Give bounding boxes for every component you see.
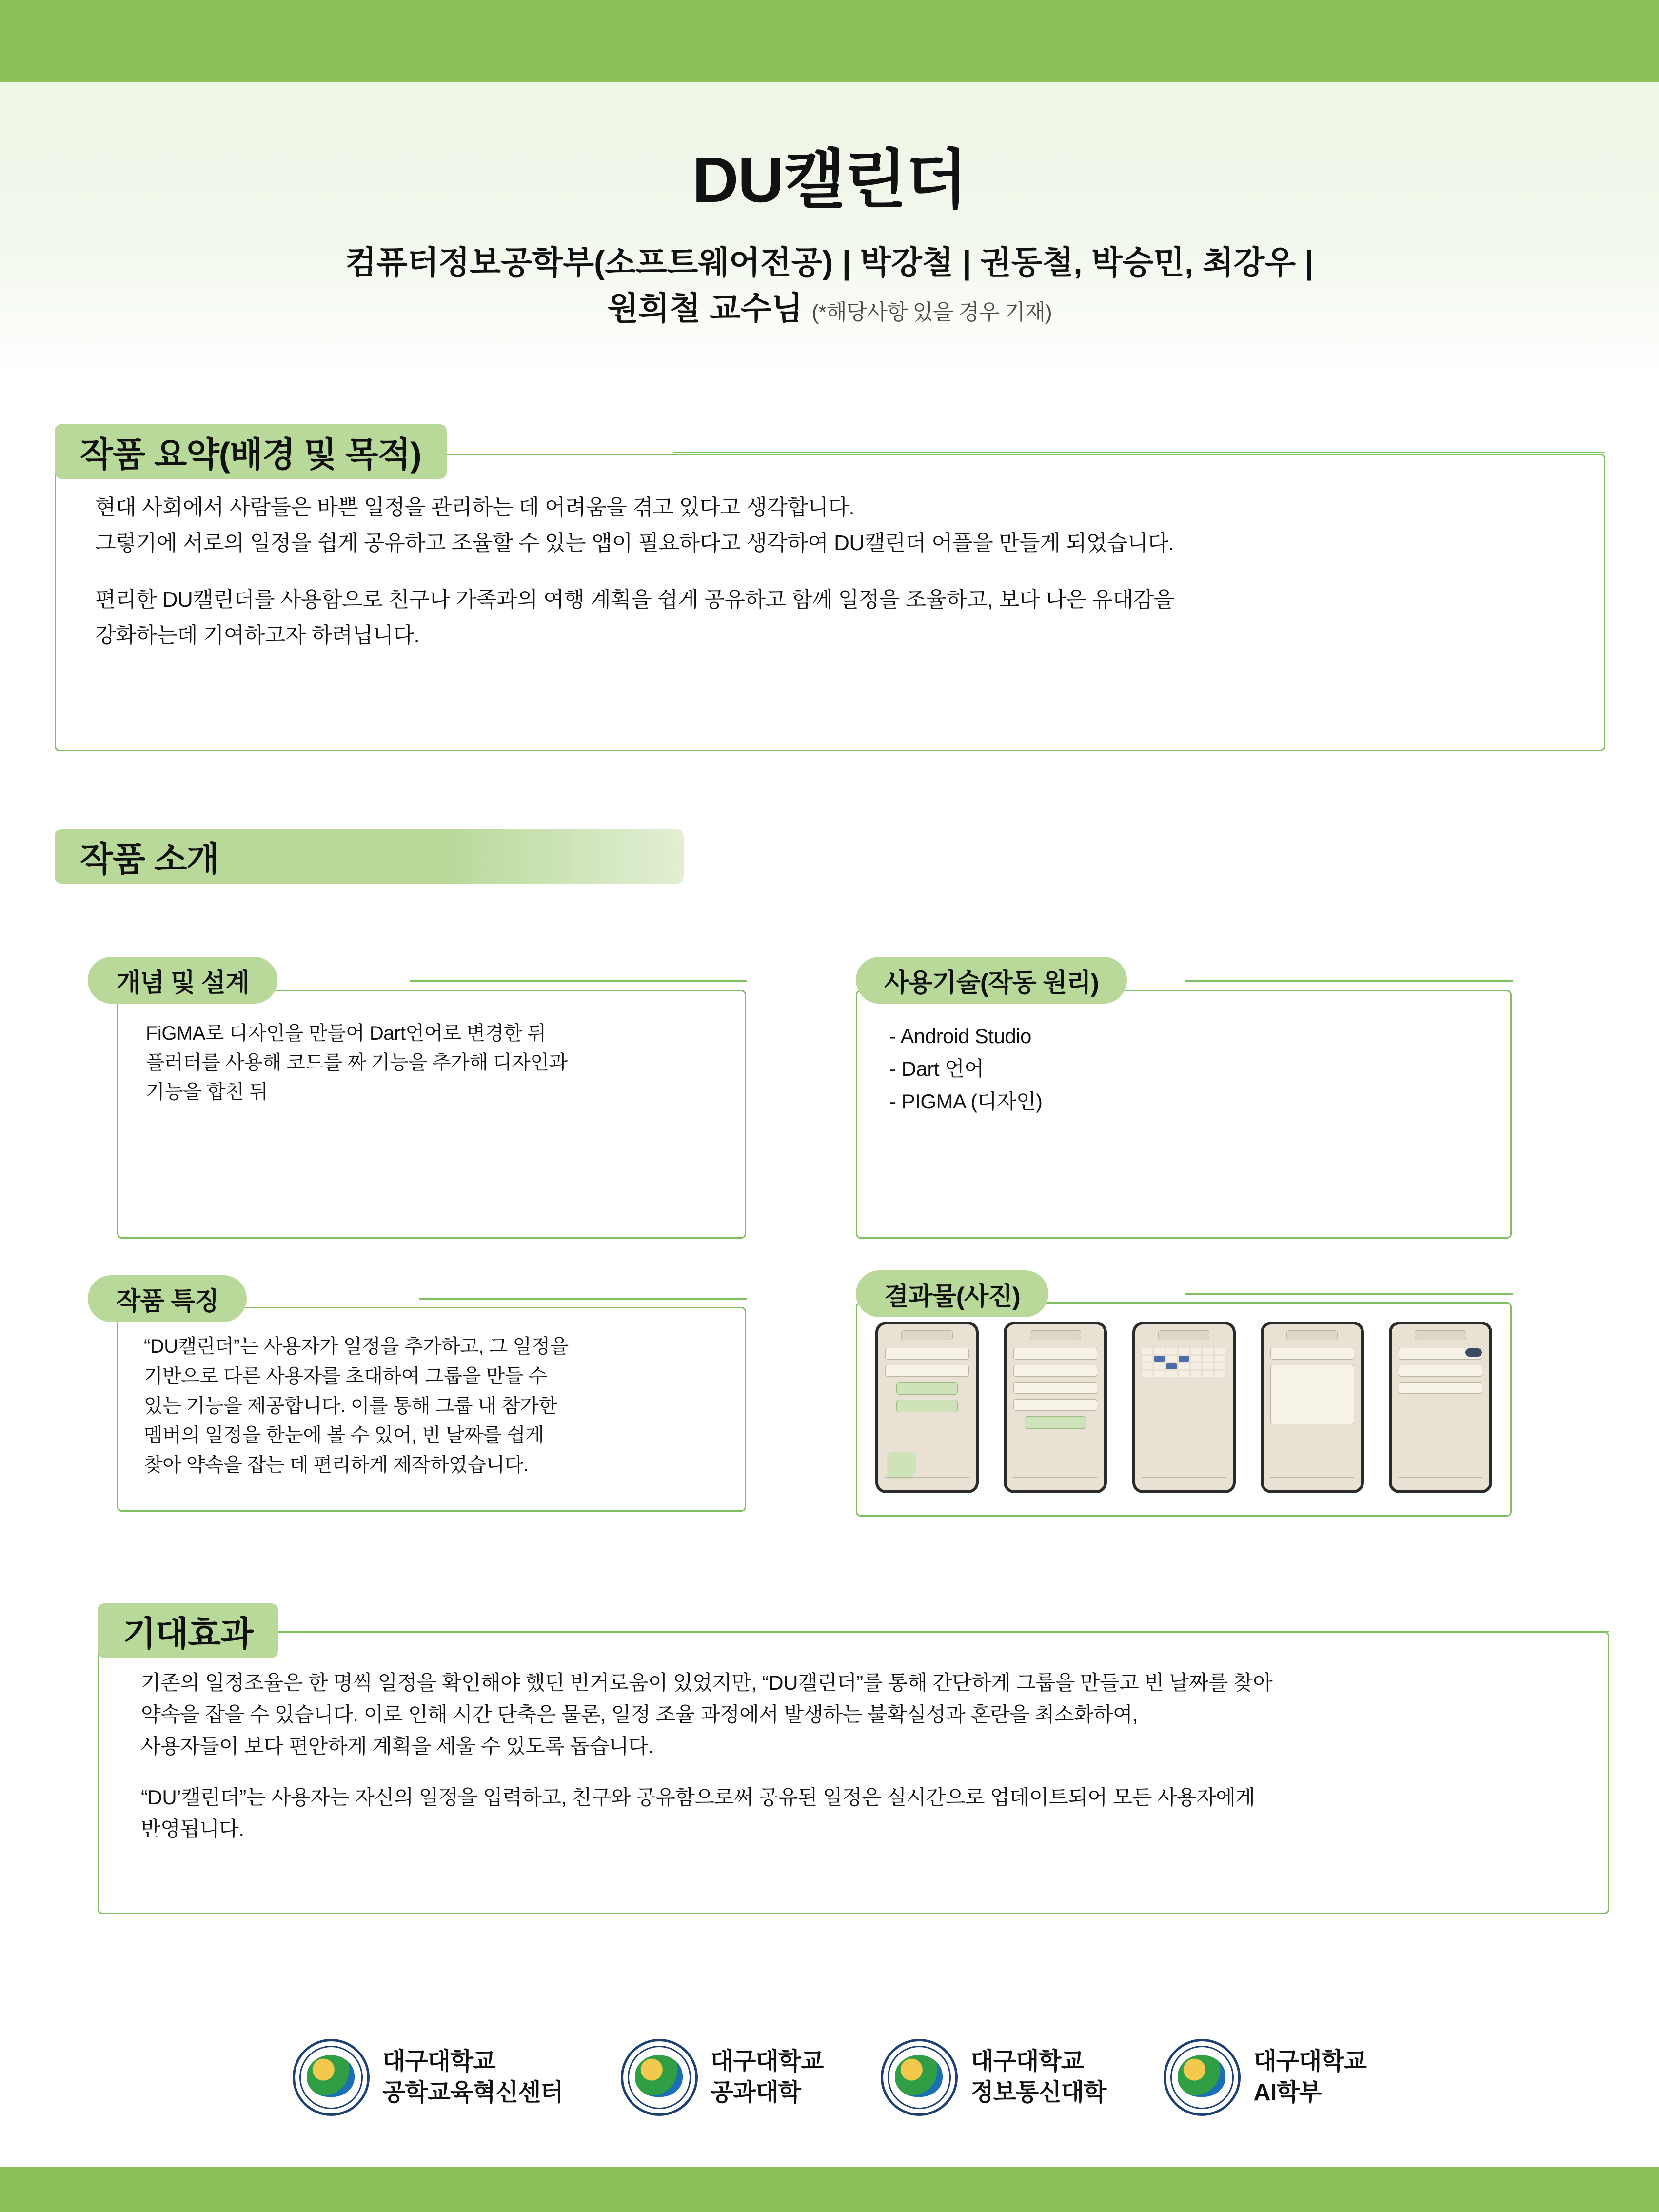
bottom-accent-bar [0,2167,1659,2212]
connector-concept [410,980,747,982]
section-label-effect-text: 기대효과 [123,1614,253,1653]
section-label-summary [55,424,447,479]
section-label-result-text: 결과물(사진) [884,1282,1020,1311]
concept-box [117,990,746,1239]
effect-p1-line-3: 사용자들이 보다 편안하게 계획을 세울 수 있도록 돕습니다. [141,1735,654,1758]
mascot-illustration-icon [887,1452,916,1479]
logo-4-line1: 대구대학교 [1253,2048,1367,2075]
concept-line-3: 기능을 합친 뒤 [146,1081,268,1103]
section-label-effect [98,1603,278,1658]
poster-header [0,82,1659,375]
daegu-university-emblem-icon [293,2039,370,2116]
effect-box [98,1631,1609,1914]
concept-line-2: 플러터를 사용해 코드를 짜 기능을 추가해 디자인과 [146,1052,568,1073]
logo-text-3 [970,2046,1106,2108]
section-label-feature [88,1275,247,1322]
logo-4-line2: AI학부 [1253,2079,1322,2106]
section-label-tech [856,957,1127,1004]
effect-p2-line-1: “DU’캘린더”는 사용자는 자신의 일정을 입력하고, 친구와 공유함으로써 공유된 일정은 실시간으로 업데이트되어 모든 사용자에게 [141,1786,1255,1809]
logo-1-line2: 공학교육혁신센터 [382,2079,563,2106]
phone-mockup-signup [1004,1322,1107,1493]
feature-line-4: 멤버의 일정을 한눈에 볼 수 있어, 빈 날짜를 쉽게 [144,1424,544,1446]
logo-text-1 [382,2046,563,2108]
logo-2-line1: 대구대학교 [710,2048,824,2075]
app-screenshot-gallery [875,1322,1492,1500]
summary-line-1: 현대 사회에서 사람들은 바쁜 일정을 관리하는 데 어려움을 겪고 있다고 생각합니다. [95,495,855,519]
logo-2-line2: 공과대학 [710,2079,801,2106]
summary-line-2: 그렇기에 서로의 일정을 쉽게 공유하고 조율할 수 있는 앱이 필요하다고 생각하여 DU캘린더 어플을 만들게 되었습니다. [95,531,1174,555]
logo-item-3 [881,2039,1106,2116]
section-label-concept-text: 개념 및 설계 [116,968,250,997]
logo-item-2 [621,2039,824,2116]
tech-box [856,990,1512,1239]
logo-item-4 [1164,2039,1366,2116]
feature-line-1: “DU캘린더”는 사용자가 일정을 추가하고, 그 일정을 [144,1336,569,1357]
feature-box [117,1307,746,1512]
summary-line-4: 강화하는데 기여하고자 하려닙니다. [95,623,420,647]
logo-text-4 [1253,2046,1366,2108]
summary-line-3: 편리한 DU캘린더를 사용함으로 친구나 가족과의 여행 계획을 쉽게 공유하고 함께 일정을 조율하고, 보다 나은 유대감을 [95,588,1174,612]
feature-line-3: 있는 기능을 제공합니다. 이를 통해 그룹 내 참가한 [144,1395,557,1417]
effect-text [99,1633,1608,1845]
section-label-intro [55,829,244,884]
phone-mockup-calendar [1132,1322,1236,1493]
footer-logos [0,2014,1659,2141]
effect-p2-line-2: 반영됩니다. [141,1817,244,1841]
section-label-result [856,1270,1048,1317]
section-label-feature-text: 작품 특징 [116,1287,219,1316]
connector-result [1185,1293,1513,1295]
section-label-tech-text: 사용기술(작동 원리) [884,968,1099,997]
connector-feature [419,1298,747,1300]
effect-p1-line-1: 기존의 일정조율은 한 명씩 일정을 확인해야 했던 번거로움이 있었지만, “DU캘린더”를 통해 간단하게 그룹을 만들고 빈 날짜를 찾아 [141,1671,1273,1694]
feature-line-5: 찾아 약속을 잡는 데 편리하게 제작하였습니다. [144,1454,529,1476]
section-label-concept [88,957,277,1004]
tech-item-3: - PIGMA (디자인) [889,1090,1043,1113]
section-label-intro-text: 작품 소개 [80,840,219,878]
connector-tech [1185,980,1513,982]
poster-subtitle-line2: 원희철 교수님 [607,290,803,326]
poster-subtitle-note: (*해당사항 있을 경우 기재) [811,300,1052,324]
tech-item-2: - Dart 언어 [889,1057,984,1081]
feature-line-2: 기반으로 다른 사용자를 초대하여 그룹을 만들 수 [144,1365,547,1387]
feature-text [118,1308,745,1480]
logo-3-line2: 정보통신대학 [970,2079,1106,2106]
poster-subtitle [0,220,1659,331]
daegu-university-emblem-icon [621,2039,698,2116]
top-accent-bar [0,0,1659,82]
connector-effect [761,1631,1609,1632]
effect-p1-line-2: 약속을 잡을 수 있습니다. 이로 인해 시간 단축은 물론, 일정 조율 과정에서 발생하는 불확실성과 혼란을 최소화하여, [141,1703,1138,1726]
phone-mockup-login [875,1322,979,1493]
connector-summary [673,452,1605,453]
phone-mockup-settings [1389,1322,1492,1493]
daegu-university-emblem-icon [881,2039,958,2116]
logo-3-line1: 대구대학교 [970,2048,1084,2075]
poster-subtitle-line1: 컴퓨터정보공학부(소프트웨어전공) | 박강철 | 권동철, 박승민, 최강우 | [345,244,1314,280]
concept-text [118,991,745,1106]
logo-1-line1: 대구대학교 [382,2048,495,2075]
tech-list [857,991,1510,1118]
daegu-university-emblem-icon [1164,2039,1241,2116]
concept-line-1: FiGMA로 디자인을 만들어 Dart언어로 변경한 뒤 [146,1023,546,1044]
summary-text [56,455,1604,653]
page-title: DU캘린더 [692,144,967,216]
tech-item-1: - Android Studio [889,1025,1031,1047]
phone-mockup-schedule [1261,1322,1364,1493]
logo-item-1 [293,2039,563,2116]
logo-text-2 [711,2046,824,2108]
summary-box [55,454,1605,751]
section-label-summary-text: 작품 요약(배경 및 목적) [80,435,421,474]
